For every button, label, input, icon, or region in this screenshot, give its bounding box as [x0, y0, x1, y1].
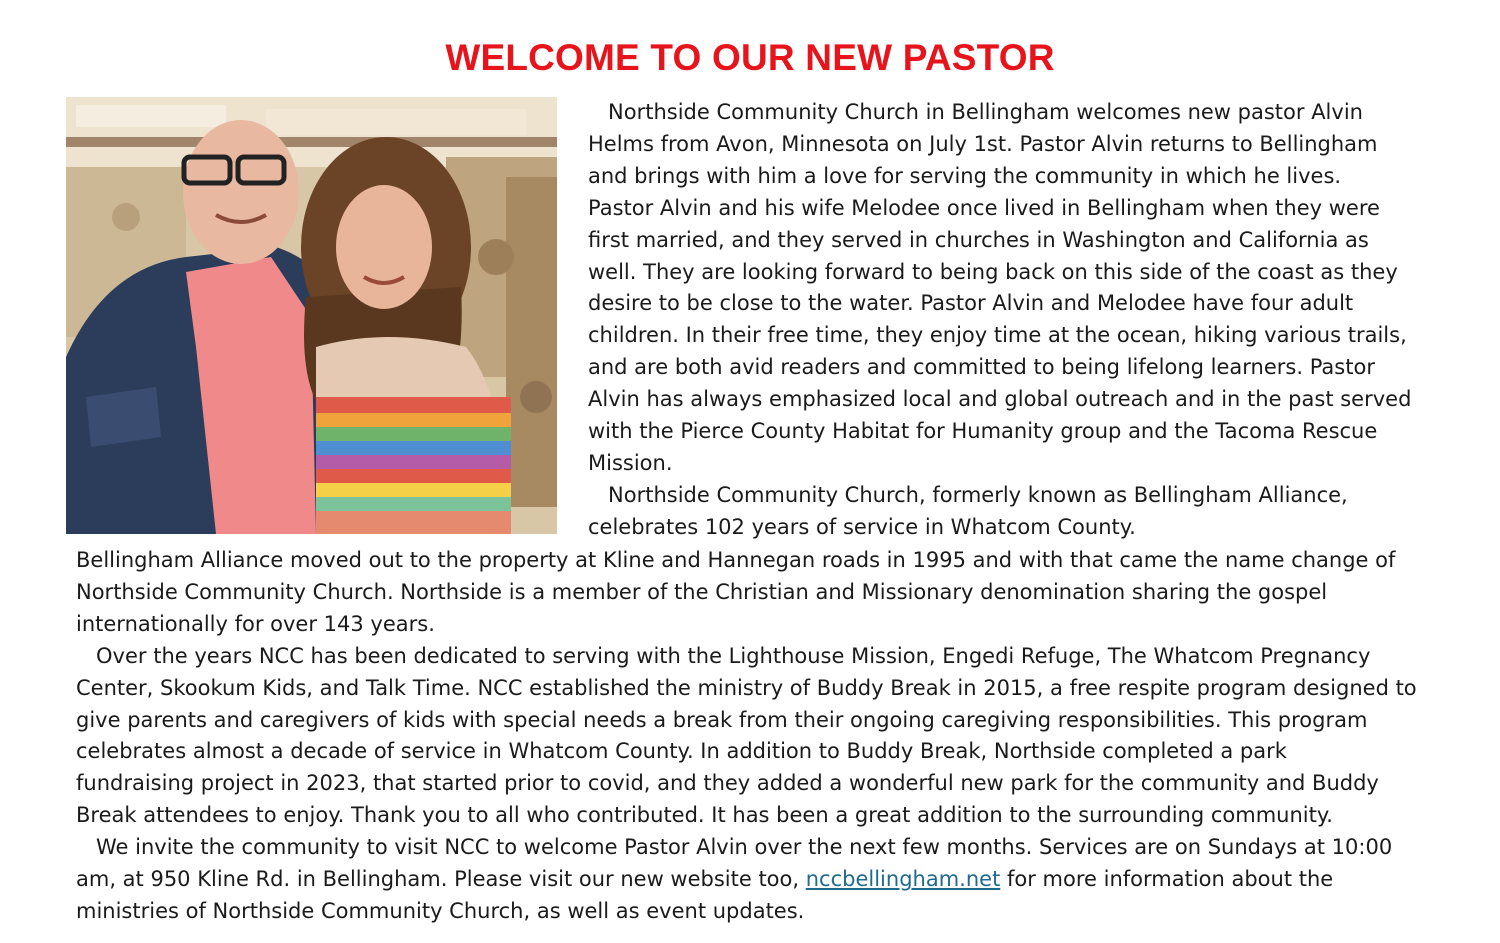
text-line: Pastor Alvin and his wife Melodee once lived in Bellingham when they were	[588, 195, 1380, 220]
link-line-after: for more information about the	[1000, 867, 1334, 892]
text-line: desire to be close to the water. Pastor Alvin and Melodee have four adult	[588, 291, 1354, 316]
text-line: give parents and caregivers of kids with special needs a break from their ongoing caregiving responsibilities. This program	[76, 707, 1368, 732]
intro-text-column	[588, 97, 1448, 544]
page-title: WELCOME TO OUR NEW PASTOR	[445, 36, 1055, 78]
website-link[interactable]: nccbellingham.net	[805, 867, 1001, 892]
text-line: Northside Community Church. Northside is a member of the Christian and Missionary denomination sharing the gospel	[76, 579, 1328, 604]
link-line-before: am, at 950 Kline Rd. in Bellingham. Please visit our new website too,	[76, 867, 806, 892]
link-line	[76, 864, 1456, 896]
text-line: celebrates almost a decade of service in Whatcom County. In addition to Buddy Break, Northside completed a park	[76, 739, 1287, 764]
text-line: ministries of Northside Community Church, as well as event updates.	[76, 898, 805, 923]
text-line: Bellingham Alliance moved out to the property at Kline and Hannegan roads in 1995 and with that came the name change of	[76, 548, 1396, 572]
text-line: We invite the community to visit NCC to welcome Pastor Alvin over the next few months. Services are on Sundays at 10:00	[76, 835, 1393, 860]
text-line: Northside Community Church in Bellingham welcomes new pastor Alvin	[588, 100, 1363, 124]
text-line: first married, and they served in churches in Washington and California as	[588, 227, 1369, 252]
text-line: Helms from Avon, Minnesota on July 1st. Pastor Alvin returns to Bellingham	[588, 131, 1378, 156]
text-line: fundraising project in 2023, that started prior to covid, and they added a wonderful new park for the community and Buddy	[76, 771, 1379, 796]
text-line: Alvin has always emphasized local and global outreach and in the past served	[588, 387, 1412, 412]
text-line: Mission.	[588, 450, 673, 475]
body-text	[76, 545, 1456, 928]
text-line: well. They are looking forward to being back on this side of the coast as they	[588, 259, 1398, 284]
text-line: and brings with him a love for serving the community in which he lives.	[588, 163, 1342, 188]
text-line: celebrates 102 years of service in Whatcom County.	[588, 514, 1136, 539]
text-line: Over the years NCC has been dedicated to serving with the Lighthouse Mission, Engedi Refuge, The Whatcom Pregnancy	[76, 643, 1371, 668]
text-line: Center, Skookum Kids, and Talk Time. NCC established the ministry of Buddy Break in 2015, a free respite program designed to	[76, 675, 1417, 700]
text-line: internationally for over 143 years.	[76, 611, 435, 636]
text-line: children. In their free time, they enjoy time at the ocean, hiking various trails,	[588, 323, 1407, 348]
pastor-couple-photo	[66, 97, 557, 534]
text-line: Break attendees to enjoy. Thank you to all who contributed. It has been a great addition to the surrounding community.	[76, 803, 1333, 828]
text-line: with the Pierce County Habitat for Humanity group and the Tacoma Rescue	[588, 419, 1378, 444]
text-line: and are both avid readers and committed to being lifelong learners. Pastor	[588, 355, 1375, 380]
text-line: Northside Community Church, formerly known as Bellingham Alliance,	[588, 482, 1348, 507]
